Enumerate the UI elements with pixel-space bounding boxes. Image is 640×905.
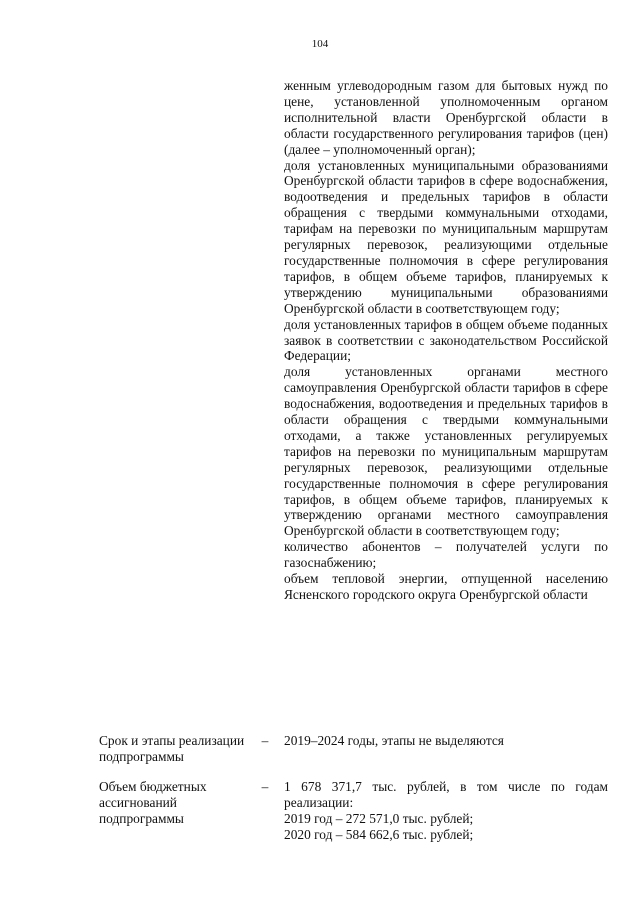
term-label: Срок и этапы реализации подпрограммы xyxy=(99,733,245,764)
term-value xyxy=(284,733,608,749)
budget-year-2019: 2019 год – 272 571,0 тыс. рублей; xyxy=(284,811,474,826)
indicator-paragraph: доля установленных муниципальными образованиями Оренбургской области тарифов в сфере водоснабжения, водоотведения и предельных тарифов в области обращения с твердыми коммунальными отходами, тарифам на перевозки по муниципальным маршрутам регулярных перевозок, реализующими отдельные государственные полномочия в сфере регулирования тарифов, в общем объеме тарифов, планируемых к утверждению муниципальными образованиями Оренбургской области в соответствующем году; xyxy=(284,157,608,316)
indicator-paragraph: женным углеводородным газом для бытовых нужд по цене, установленной уполномоченным органом исполнительной власти Оренбургской области в области государственного регулирования тарифов (цен) (далее – уполномоченный орган); xyxy=(284,78,608,157)
budget-value xyxy=(284,779,608,843)
budget-year-2020: 2020 год – 584 662,6 тыс. рублей; xyxy=(284,827,474,842)
indicators-continuation xyxy=(284,78,608,603)
term-dash: – xyxy=(261,733,269,748)
budget-dash: – xyxy=(261,779,269,794)
indicator-paragraph: доля установленных тарифов в общем объеме поданных заявок в соответствии с законодательством Российской Федерации; xyxy=(284,316,608,364)
indicator-paragraph: доля установленных органами местного самоуправления Оренбургской области тарифов в сфере водоснабжения, водоотведения и предельных тарифов в области обращения с твердыми коммунальными отходами, а также установленных регулируемых тарифов на перевозки по муниципальным маршрутам регулярных перевозок, реализующими отдельные государственные полномочия в сфере регулирования тарифов, в общем объеме тарифов, планируемых к утверждению органами местного самоуправления Оренбургской области в соответствующем году; xyxy=(284,364,608,539)
term-value-text: 2019–2024 годы, этапы не выделяются xyxy=(284,733,504,748)
budget-total: 1 678 371,7 тыс. рублей, в том числе по годам реализации: xyxy=(284,779,608,810)
budget-label: Объем бюджетных ассигнований подпрограммы xyxy=(99,779,207,826)
page-number: 104 xyxy=(311,38,329,50)
indicator-paragraph: количество абонентов – получателей услуги по газоснабжению; xyxy=(284,539,608,571)
indicator-paragraph: объем тепловой энергии, отпущенной населению Ясненского городского округа Оренбургской области xyxy=(284,571,608,602)
